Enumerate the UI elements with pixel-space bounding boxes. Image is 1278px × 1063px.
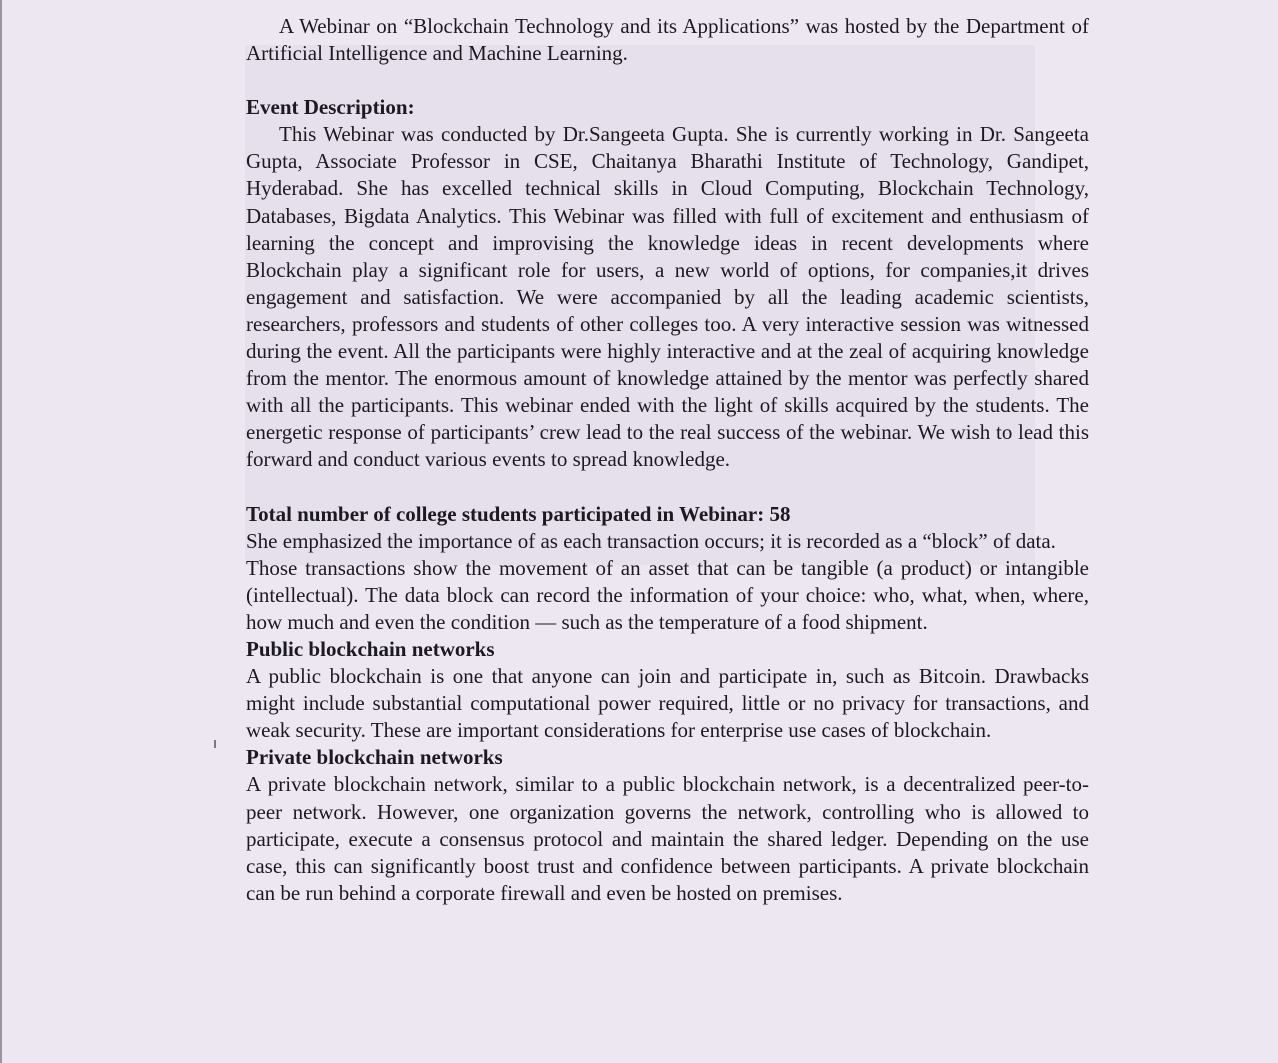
- event-description-heading: Event Description:: [246, 95, 415, 120]
- public-networks-heading: Public blockchain networks: [246, 636, 495, 661]
- participants-count: 58: [769, 501, 791, 526]
- private-networks-paragraph: A private blockchain network, similar to a public blockchain network, is a decentralized peer-to-peer network. However, one organization governs the network, controlling who is allowed to participate, execute a consensus protocol and maintain the shared ledger. Depending on the use case, this can significantly boost trust and confidence between participants. A private blockchain can be run behind a corporate firewall and even be hosted on premises.: [246, 772, 1089, 905]
- intro-paragraph: A Webinar on “Blockchain Technology and its Applications” was hosted by the Department of Artificial Intelligence and Machine Learning.: [246, 14, 1089, 66]
- transactions-paragraph: Those transactions show the movement of an asset that can be tangible (a product) or intangible (intellectual). The data block can record the information of your choice: who, what, when, where, how much and even the condition — such as the temperature of a food shipment.: [246, 555, 1089, 634]
- spacer: [246, 474, 1089, 501]
- private-networks-heading: Private blockchain networks: [246, 745, 503, 770]
- document-body: [246, 13, 1089, 907]
- public-networks-paragraph: A public blockchain is one that anyone can join and participate in, such as Bitcoin. Drawbacks might include substantial computational power required, little or no privacy for transactions, and weak security. These are important considerations for enterprise use cases of blockchain.: [246, 664, 1089, 743]
- block-paragraph: She emphasized the importance of as each transaction occurs; it is recorded as a “block” of data.: [246, 528, 1056, 553]
- participants-label: Total number of college students participated in Webinar:: [246, 501, 765, 526]
- event-description-paragraph: This Webinar was conducted by Dr.Sangeeta Gupta. She is currently working in Dr. Sangeeta Gupta, Associate Professor in CSE, Chaitanya Bharathi Institute of Technology, Gandipet, Hyderabad. She has excelled technical skills in Cloud Computing, Blockchain Technology, Databases, Bigdata Analytics. This Webinar was filled with full of excitement and enthusiasm of learning the concept and improvising the knowledge ideas in recent developments where Blockchain play a significant role for users, a new world of options, for companies,it drives engagement and satisfaction. We were accompanied by all the leading academic scientists, researchers, professors and students of other colleges too. A very interactive session was witnessed during the event. All the participants were highly interactive and at the zeal of acquiring knowledge from the mentor. The enormous amount of knowledge attained by the mentor was perfectly shared with all the participants. This webinar ended with the light of skills acquired by the students. The energetic response of participants’ crew lead to the real success of the webinar. We wish to lead this forward and conduct various events to spread knowledge.: [246, 122, 1089, 472]
- participants-line: [246, 501, 1089, 528]
- scan-mark: [214, 740, 216, 748]
- spacer: [246, 67, 1089, 94]
